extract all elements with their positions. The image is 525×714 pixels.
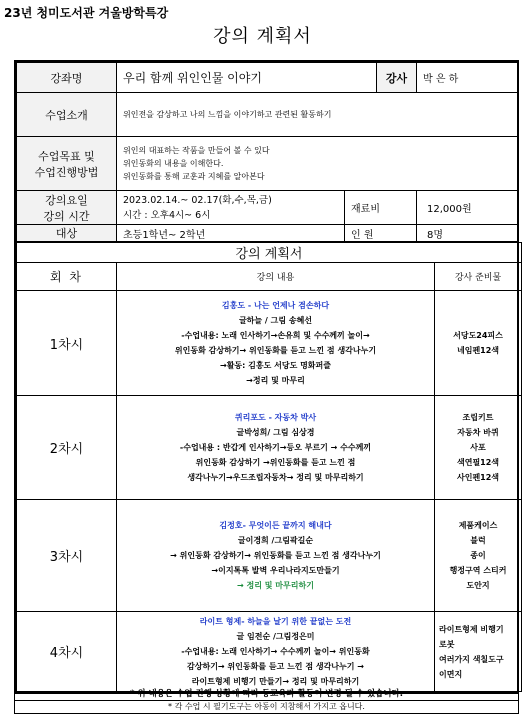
session-prep [435,612,522,692]
prep-item: 라이트형제 비행기 [439,624,504,634]
col-session: 회 차 [17,263,117,291]
session-content [117,500,435,612]
prep-item: 사인펜12색 [456,473,500,482]
date-value: 2023.02.14.~ 02.17(화,수,목,금) [123,194,272,206]
session-line: 생각나누기→우드조립자동차→ 정리 및 마무리하기 [187,473,364,482]
note-change: * 위 내용은 수업 진행 상황에 따라 등교육과 활동이 변경 될 수 있습니다. [14,688,519,701]
info-table [16,62,518,242]
capacity-label: 인 원 [345,225,417,242]
session-label: 3차시 [17,500,117,612]
prep-item: 행정구역 스티커 [449,566,507,575]
prep-item: 여러가지 색칠도구 [439,654,504,664]
session-prep [435,500,522,612]
goal-line: 위인의 대표하는 작품을 만들어 볼 수 있다 [123,146,270,155]
session-line: 글 임전순 /그림정은미 [236,632,315,641]
goal-label: 수업목표 및 수업진행방법 [17,137,117,191]
session-prep [435,396,522,500]
prep-item: 색연필12색 [456,458,500,467]
session-row [17,291,522,396]
sessions-table [16,242,522,692]
prep-item: 사포 [470,443,486,452]
prep-item: 블럭 [470,536,486,545]
session-line: -수업내용: 노래 인사하기→ 수수께끼 놀이→ 위인동화 [181,647,370,656]
session-line: →이지톡톡 발벽 우리나라지도만들기 [211,566,340,575]
teacher-label: 강사 [377,63,417,93]
session-line: -수업내용 : 반갑게 인사하기→등오 부르기 → 수수께끼 [179,443,372,452]
prep-item: 자동차 바퀴 [457,428,499,437]
session-line: →활동: 김홍도 서당도 명화퍼즐 [220,361,331,370]
session-title: 퀴리포도 - 자동차 박사 [234,413,317,422]
prep-item: 조립키트 [462,413,494,422]
session-prep [435,291,522,396]
session-line: → 위인동화 감상하기→ 위인동화를 듣고 느낀 점 생각나누기 [170,551,381,560]
intro-value: 위인전을 감상하고 나의 느낌을 이야기하고 관련된 활동하기 [117,93,518,137]
session-line: → 정리 및 마무리하기 [237,581,314,590]
teacher-value: 박 은 하 [417,63,518,93]
prep-item: 로봇 [439,639,455,649]
plan-subtitle: 강의 계획서 [17,243,522,263]
session-content [117,291,435,396]
prep-item: 제품케이스 [458,521,498,530]
intro-label: 수업소개 [17,93,117,137]
session-line: 위인동화 감상하기 →위인동화를 듣고 느낀 점 [195,458,356,467]
course-label: 강좌명 [17,63,117,93]
session-line: 감상하기→ 위인동화를 듣고 느낀 점 생각나누기 → [187,662,364,671]
session-content [117,612,435,692]
goal-line: 위인동화를 통해 교훈과 지혜를 알아본다 [123,172,265,181]
program-label: 23년 청미도서관 겨울방학특강 [4,6,169,20]
session-row [17,396,522,500]
note-supplies: * 각 수업 시 필기도구는 아동이 지참해서 가지고 옵니다. [14,701,519,714]
session-title: 김정호- 무엇이든 끝까지 해내다 [219,521,332,530]
session-label: 4차시 [17,612,117,692]
session-row [17,612,522,692]
prep-item: 이면지 [439,669,463,679]
session-line: 글박성희/ 그림 심상경 [236,428,315,437]
schedule-label: 강의요일 강의 시간 [17,191,117,225]
session-line: 위인동화 감상하기→ 위인동화를 듣고 느낀 점 생각나누기 [174,346,377,355]
session-label: 1차시 [17,291,117,396]
prep-item: 도안지 [466,581,490,590]
fee-value: 12,000원 [417,191,518,225]
notes [14,688,519,714]
col-prep: 강사 준비물 [435,263,522,291]
col-content: 강의 내용 [117,263,435,291]
target-value: 초등1학년~ 2학년 [117,225,345,242]
time-value: 시간 : 오후4시~ 6시 [123,209,211,221]
prep-item: 네임펜12색 [456,346,500,355]
goal-lines [117,137,518,191]
session-line: 글이경희 /그림곽길순 [237,536,314,545]
session-title: 김홍도 - 나는 언제나 겸손하다 [221,301,330,310]
session-line: →정리 및 마무리 [246,376,305,385]
session-row [17,500,522,612]
prep-item: 종이 [470,551,486,560]
session-title: 라이트 형제- 하늘을 날기 위한 끝없는 도전 [199,617,352,626]
session-line: -수업내용: 노래 인사하기→손유희 및 수수께끼 놀이→ [181,331,370,340]
document-title: 강의 계획서 [213,26,312,47]
plan-frame [14,60,519,694]
capacity-value: 8명 [417,225,518,242]
fee-label: 재료비 [345,191,417,225]
session-content [117,396,435,500]
schedule-value [117,191,345,225]
session-line: 라이트형제 비행기 만들기→ 정리 및 마무리하기 [191,677,360,686]
prep-item: 서당도24피스 [453,331,503,340]
session-line: 글하늘 / 그림 송혜선 [238,316,313,325]
course-value: 우리 함께 위인인물 이야기 [117,63,377,93]
target-label: 대상 [17,225,117,242]
goal-line: 위인동화의 내용을 이해한다. [123,159,224,168]
session-label: 2차시 [17,396,117,500]
